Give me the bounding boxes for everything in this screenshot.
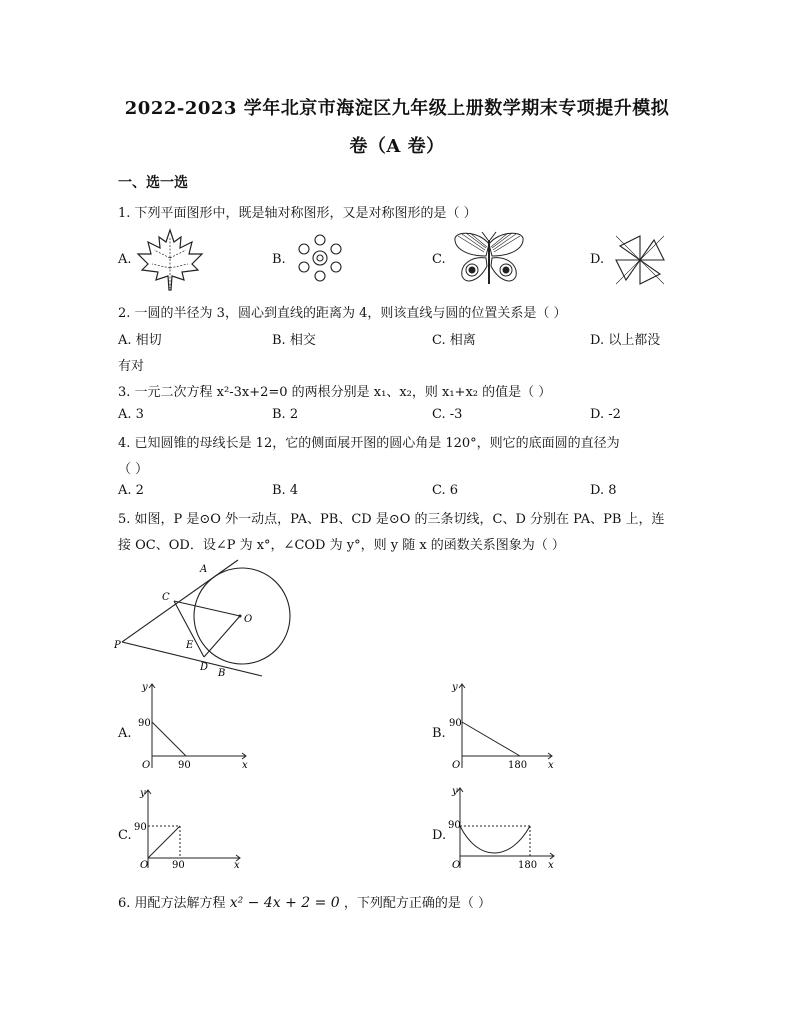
q5-option-b-label: B. <box>432 726 446 741</box>
pinwheel-image <box>612 234 668 286</box>
graph-a-y-axis-label: y <box>142 682 148 693</box>
q4-option-a: A. 2 <box>118 483 144 498</box>
q4-option-d: D. 8 <box>590 483 617 498</box>
figure-label-d: D <box>200 662 209 673</box>
snowflake-image <box>292 232 348 284</box>
graph-b-x-axis-label: x <box>548 760 554 771</box>
q5-option-c-label: C. <box>118 828 132 843</box>
exam-title-line1: 2022-2023 学年北京市海淀区九年级上册数学期末专项提升模拟 <box>124 98 670 119</box>
q2-option-d-continuation: 有对 <box>118 359 145 374</box>
q2-option-b: B. 相交 <box>272 333 316 348</box>
graph-b-y-tick: 90 <box>449 718 462 729</box>
question-2-text: 2. 一圆的半径为 3，圆心到直线的距离为 4，则该直线与圆的位置关系是（ ） <box>118 306 567 321</box>
graph-c-y-tick: 90 <box>134 822 147 833</box>
question-6-equation: x² − 4x + 2 = 0 <box>229 895 340 911</box>
question-6-prefix: 6. 用配方法解方程 <box>118 896 226 911</box>
graph-d <box>448 782 560 872</box>
graph-b <box>448 678 558 772</box>
q1-option-d-label: D. <box>590 252 605 267</box>
graph-d-origin-label: O <box>452 860 461 871</box>
figure-label-p: P <box>114 640 121 651</box>
graph-a-x-axis-label: x <box>242 760 248 771</box>
figure-label-b: B <box>218 668 226 679</box>
q2-option-d: D. 以上都没 <box>590 333 661 348</box>
graph-a-y-tick: 90 <box>138 718 151 729</box>
q3-option-a: A. 3 <box>118 407 144 422</box>
q5-option-a-label: A. <box>118 726 132 741</box>
question-5-text-line2: 接 OC、OD．设∠P 为 x°，∠COD 为 y°，则 y 随 x 的函数关系图象为（ ） <box>118 538 565 553</box>
question-4-answer-blank: （ ） <box>118 462 149 477</box>
figure-label-c: C <box>162 592 170 603</box>
graph-a <box>134 678 252 772</box>
figure-label-a: A <box>200 564 208 575</box>
question-6-suffix: ，下列配方正确的是（ ） <box>343 896 491 911</box>
tangent-circle-figure <box>112 556 312 686</box>
question-5-text: 5. 如图，P 是⊙O 外一动点，PA、PB、CD 是⊙O 的三条切线，C、D 分别在 PA、PB 上，连 <box>118 512 665 527</box>
graph-b-x-tick: 180 <box>508 760 528 771</box>
graph-c <box>134 784 246 872</box>
q5-option-d-label: D. <box>432 828 447 843</box>
butterfly-image <box>452 230 526 288</box>
q4-option-c: C. 6 <box>432 483 459 498</box>
question-6-text <box>118 892 491 911</box>
graph-c-x-tick: 90 <box>172 860 185 871</box>
maple-leaf-image <box>134 228 206 292</box>
graph-a-x-tick: 90 <box>178 760 191 771</box>
q4-option-b: B. 4 <box>272 483 299 498</box>
graph-c-y-axis-label: y <box>140 788 146 799</box>
q2-option-a: A. 相切 <box>118 333 162 348</box>
q1-option-b-label: B. <box>272 252 286 267</box>
graph-d-y-tick: 90 <box>448 820 461 831</box>
q3-option-b: B. 2 <box>272 407 299 422</box>
graph-d-x-axis-label: x <box>548 860 554 871</box>
q3-option-d: D. -2 <box>590 407 621 422</box>
figure-label-o: O <box>244 614 253 625</box>
graph-d-x-tick: 180 <box>518 860 538 871</box>
exam-title-line2: 卷（A 卷） <box>349 136 445 157</box>
graph-b-origin-label: O <box>452 760 461 771</box>
section-heading: 一、选一选 <box>118 175 188 191</box>
graph-b-y-axis-label: y <box>452 682 458 693</box>
graph-d-y-axis-label: y <box>452 786 458 797</box>
q2-option-c: C. 相离 <box>432 333 476 348</box>
q3-option-c: C. -3 <box>432 407 463 422</box>
question-1-text: 1. 下列平面图形中，既是轴对称图形，又是对称图形的是（ ） <box>118 206 477 221</box>
graph-c-x-axis-label: x <box>234 860 240 871</box>
q1-option-a-label: A. <box>118 252 132 267</box>
question-4-text: 4. 已知圆锥的母线长是 12，它的侧面展开图的圆心角是 120°，则它的底面圆的直径为 <box>118 436 620 451</box>
q1-option-c-label: C. <box>432 252 446 267</box>
graph-c-origin-label: O <box>140 860 149 871</box>
graph-a-origin-label: O <box>142 760 151 771</box>
figure-label-e: E <box>186 640 194 651</box>
question-3-text: 3. 一元二次方程 x²-3x+2=0 的两根分别是 x₁、x₂，则 x₁+x₂ 的值是（ ） <box>118 385 552 400</box>
